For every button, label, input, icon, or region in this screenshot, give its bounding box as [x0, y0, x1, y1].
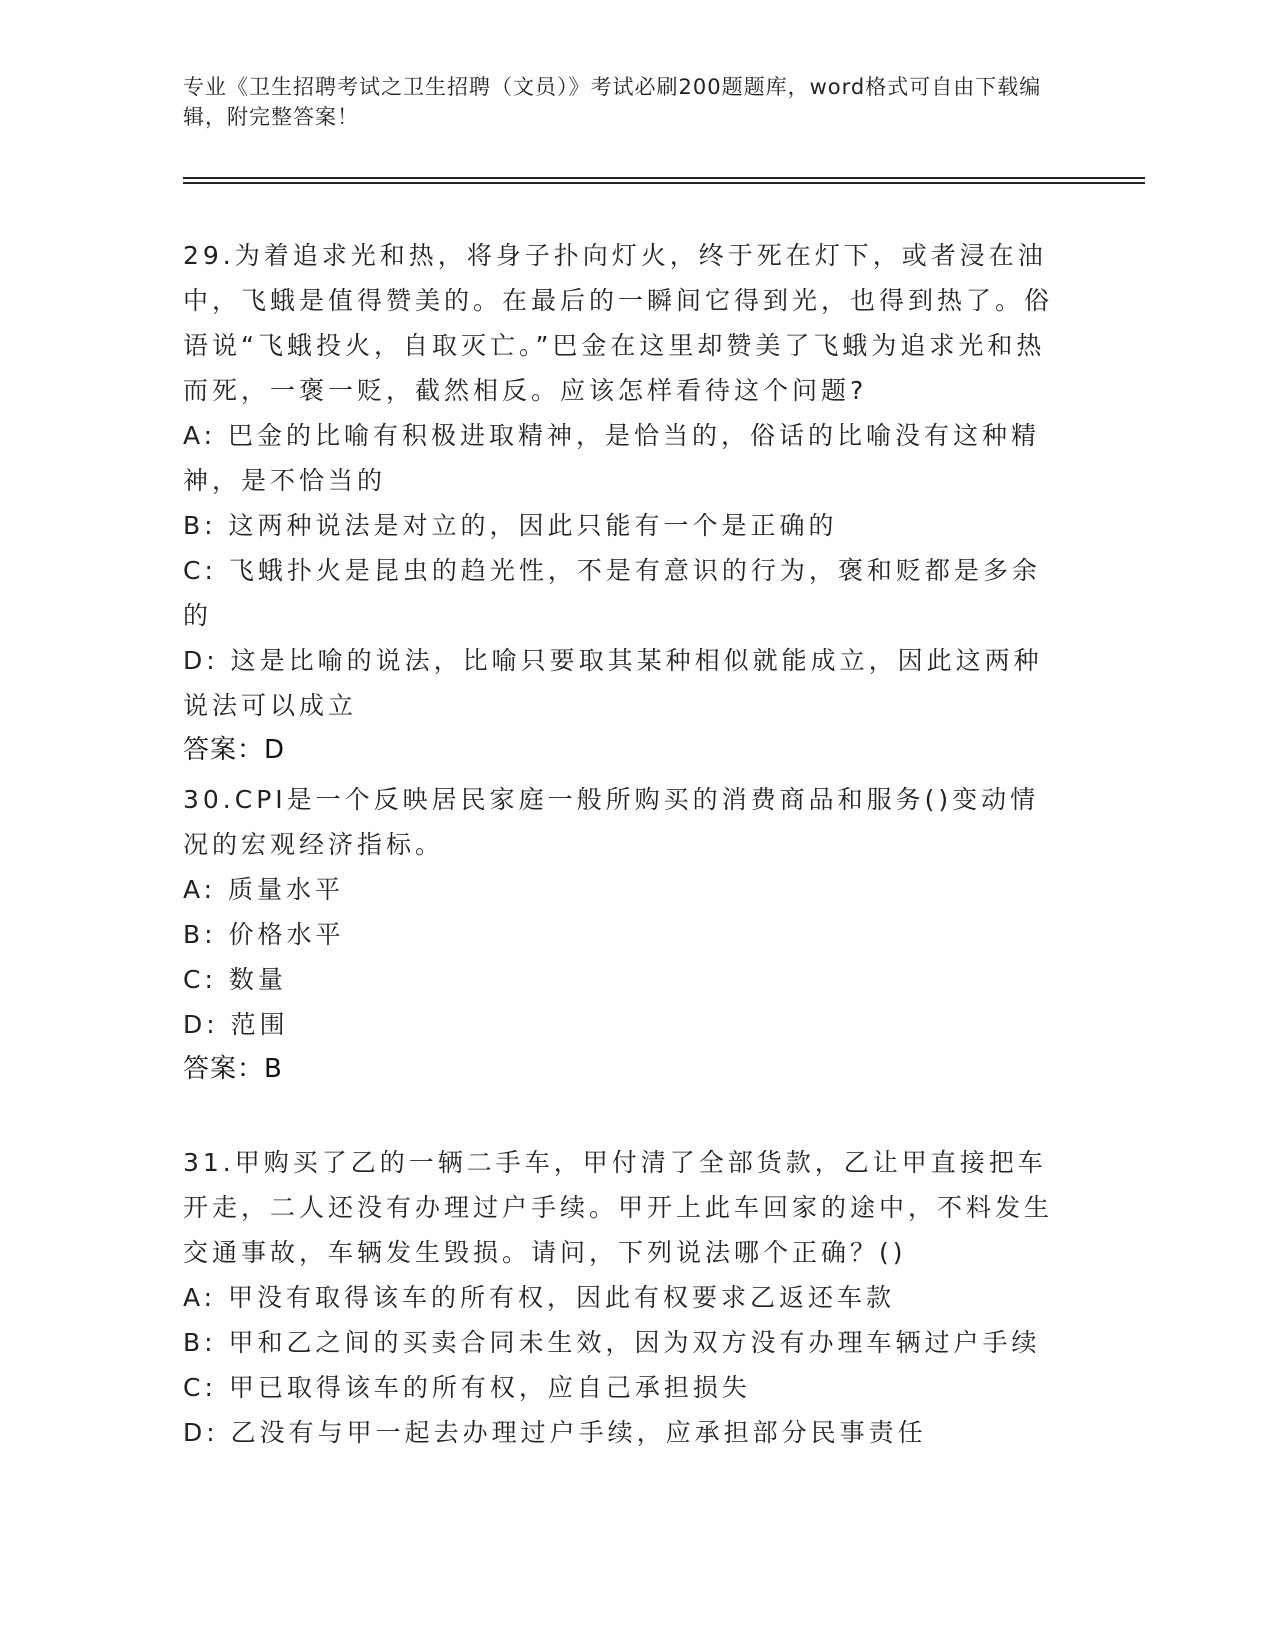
- option-c: C: 数量: [183, 965, 287, 994]
- option-a: A: 甲没有取得该车的所有权，因此有权要求乙返还车款: [183, 1283, 896, 1312]
- document-header: 专业《卫生招聘考试之卫生招聘（文员）》考试必刷200题题库，word格式可自由下载编辑，附完整答案！: [183, 75, 1042, 129]
- option-d: D: 范围: [183, 1010, 289, 1039]
- option-b: B: 这两种说法是对立的，因此只能有一个是正确的: [183, 511, 838, 540]
- option-c: C: 飞蛾扑火是昆虫的趋光性，不是有意识的行为，褒和贬都是多余的: [183, 556, 1041, 630]
- option-d: D: 这是比喻的说法，比喻只要取其某种相似就能成立，因此这两种说法可以成立: [183, 646, 1043, 720]
- header-rule-bottom: [183, 182, 1145, 184]
- answer-line: 答案：D: [183, 735, 286, 765]
- header-rule-top: [183, 177, 1145, 179]
- question-stem: 29.为着追求光和热，将身子扑向灯火，终于死在灯下，或者浸在油中，飞蛾是值得赞美的。在最后的一瞬间它得到光，也得到热了。俗语说“飞蛾投火，自取灭亡。”巴金在这里却赞美了飞蛾为追求光和热而死，一褒一贬，截然相反。应该怎样看待这个问题?: [183, 241, 1054, 405]
- option-b: B: 价格水平: [183, 920, 345, 949]
- question-29: [183, 233, 1063, 773]
- answer-line: 答案：B: [183, 1054, 283, 1084]
- question-30: [183, 777, 1063, 1092]
- question-31: [183, 1140, 1063, 1455]
- option-b: B: 甲和乙之间的买卖合同未生效，因为双方没有办理车辆过户手续: [183, 1328, 1041, 1357]
- option-a: A: 巴金的比喻有积极进取精神，是恰当的，俗话的比喻没有这种精神，是不恰当的: [183, 421, 1041, 495]
- option-a: A: 质量水平: [183, 875, 345, 904]
- question-stem: 30.CPI是一个反映居民家庭一般所购买的消费商品和服务()变动情况的宏观经济指标。: [183, 785, 1040, 859]
- option-c: C: 甲已取得该车的所有权，应自己承担损失: [183, 1373, 751, 1402]
- question-stem: 31.甲购买了乙的一辆二手车，甲付清了全部货款，乙让甲直接把车开走，二人还没有办理过户手续。甲开上此车回家的途中，不料发生交通事故，车辆发生毁损。请问，下列说法哪个正确？(): [183, 1148, 1054, 1267]
- option-d: D: 乙没有与甲一起去办理过户手续，应承担部分民事责任: [183, 1418, 927, 1447]
